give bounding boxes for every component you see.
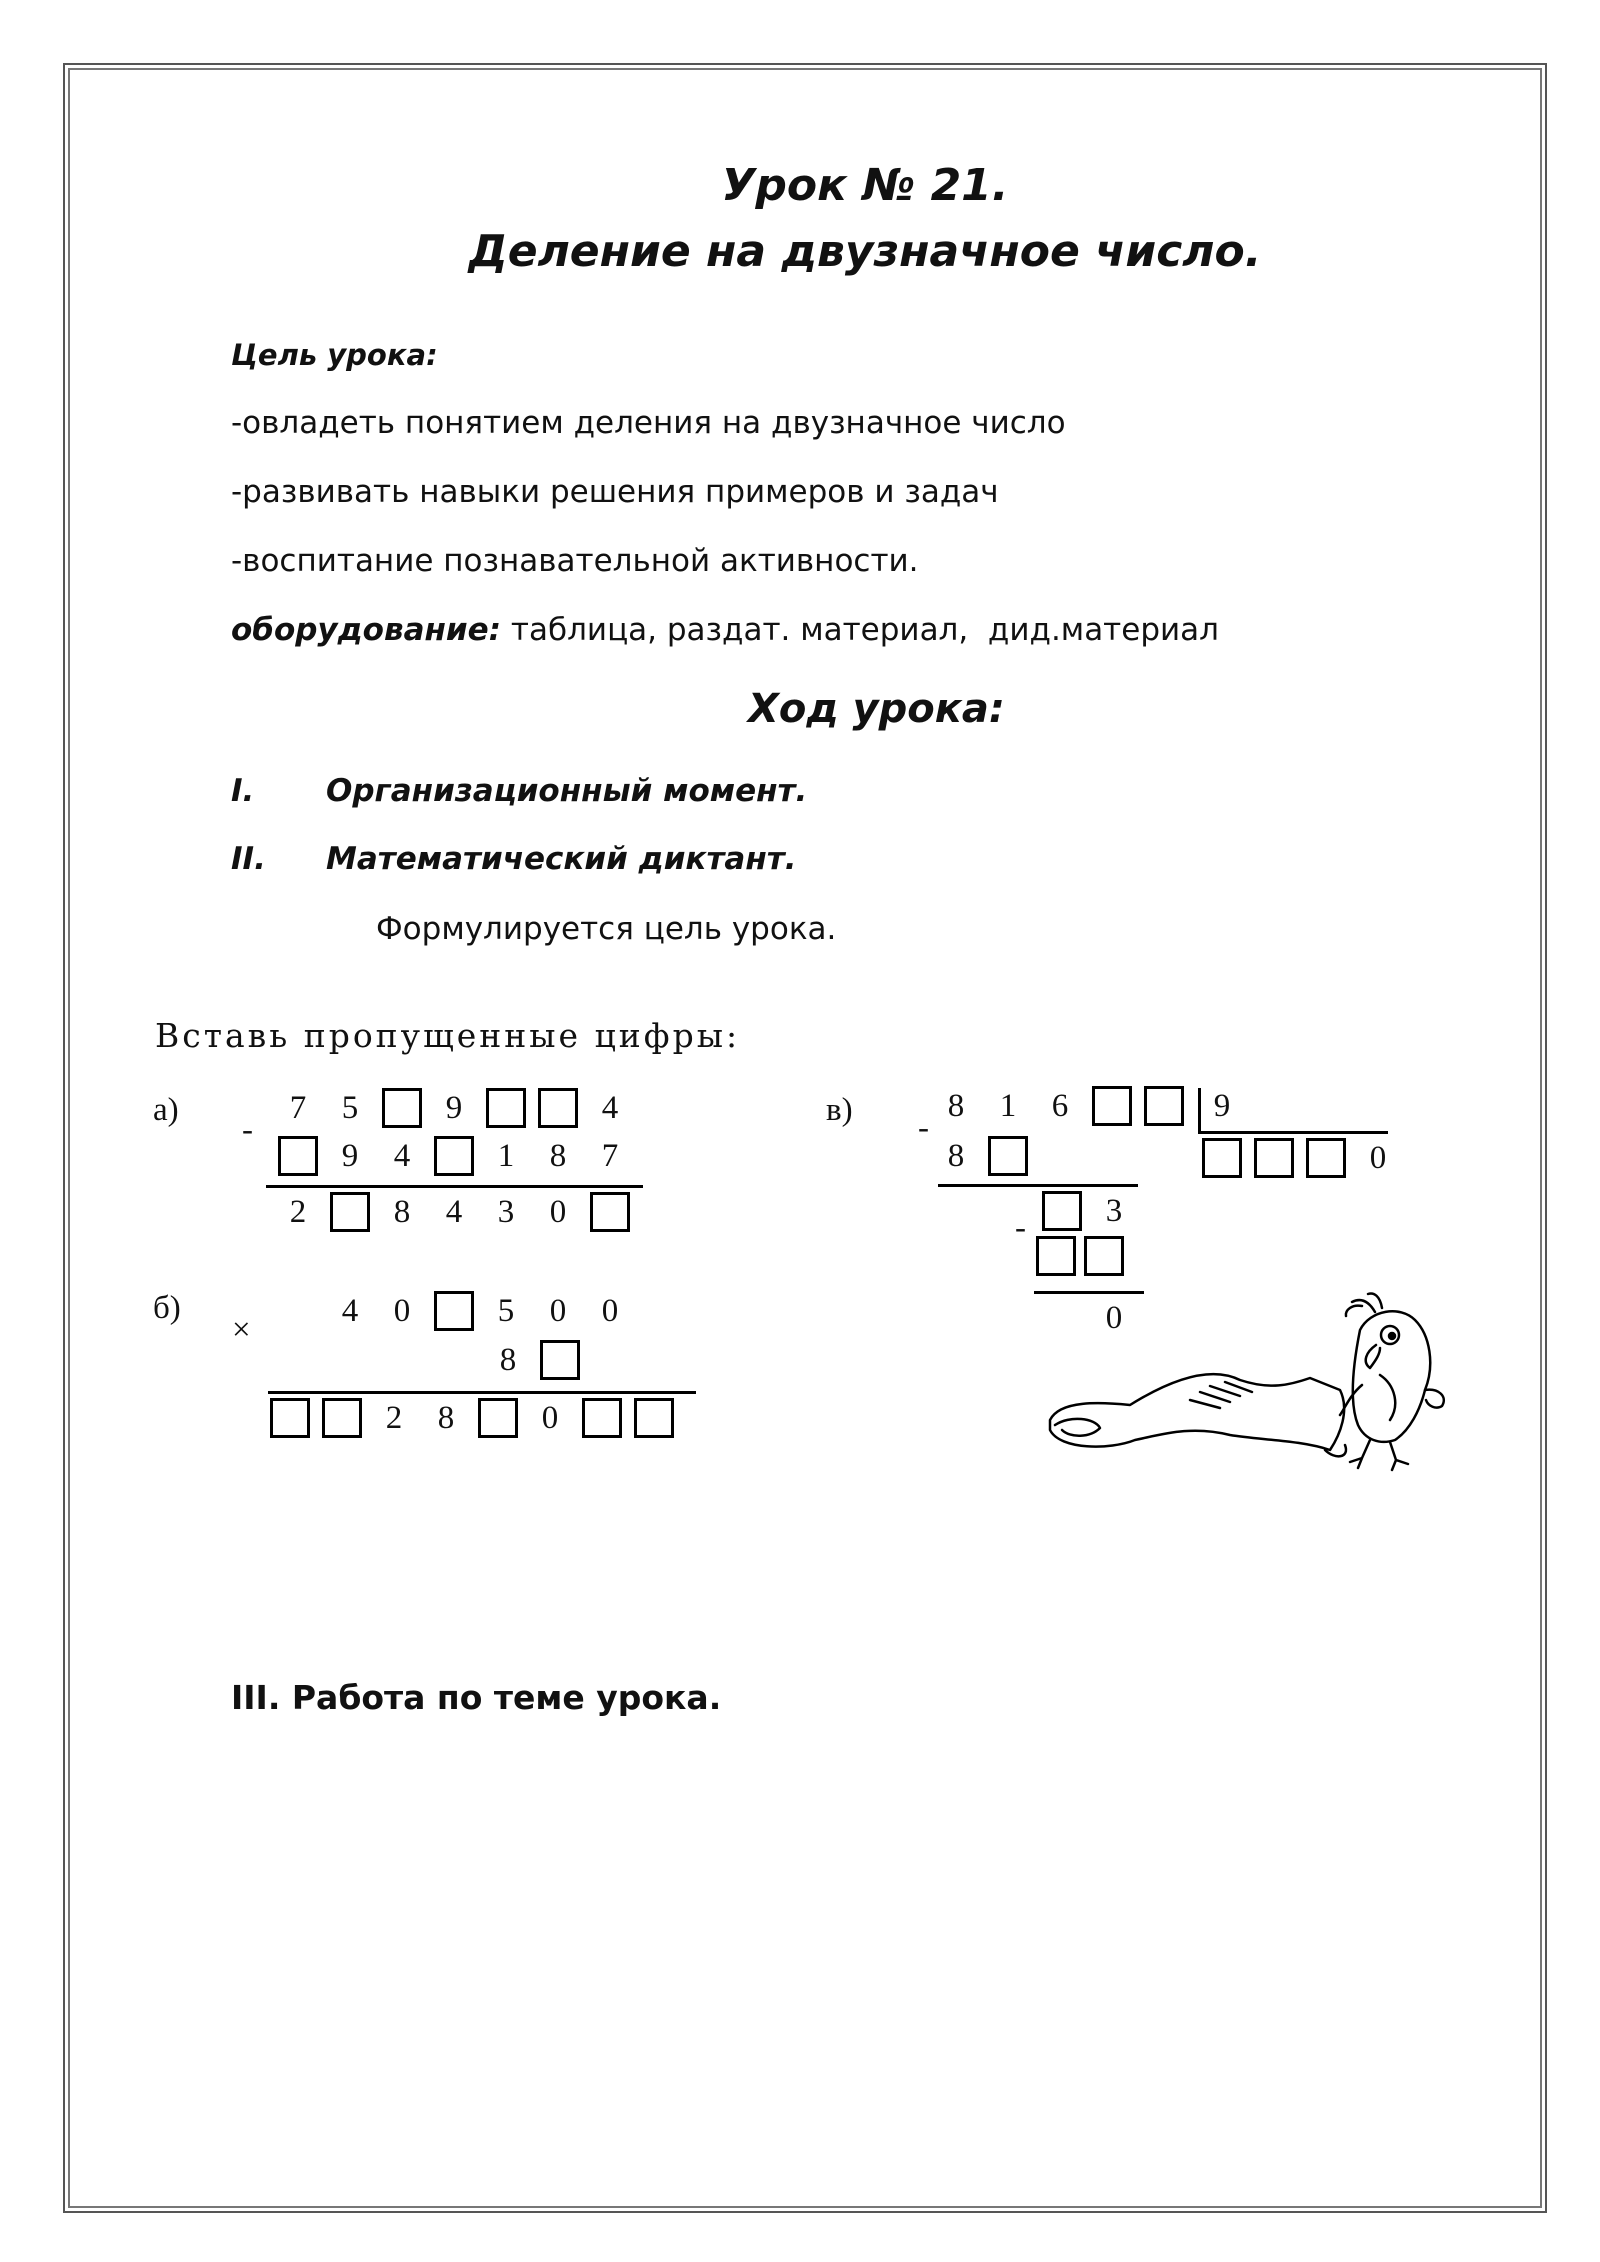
empty-digit-box[interactable] [1036, 1236, 1076, 1276]
empty-digit-box[interactable] [1254, 1138, 1294, 1178]
digit: 8 [393, 1194, 411, 1230]
digit: 0 [541, 1400, 559, 1436]
equipment-text: таблица, раздат. материал, дид.материал [501, 612, 1219, 648]
digit: 9 [445, 1090, 463, 1126]
lesson-number: Урок № 21. [721, 160, 1009, 211]
minus-sign-v2: - [1015, 1210, 1026, 1246]
empty-digit-box[interactable] [634, 1398, 674, 1438]
stage-number: I. [231, 773, 255, 809]
digit: 0 [549, 1293, 567, 1329]
label-v: в) [826, 1092, 853, 1128]
empty-digit-box[interactable] [1042, 1191, 1082, 1231]
goal-item: -овладеть понятием деления на двузначное число [231, 405, 1066, 441]
empty-digit-box[interactable] [434, 1291, 474, 1331]
empty-digit-box[interactable] [1202, 1138, 1242, 1178]
digit: 0 [1105, 1300, 1123, 1336]
digit: 2 [289, 1194, 307, 1230]
goal-item: -развивать навыки решения примеров и задач [231, 474, 999, 510]
empty-digit-box[interactable] [540, 1340, 580, 1380]
stage-label: Математический диктант. [326, 841, 797, 877]
goal-item: -воспитание познавательной активности. [231, 543, 919, 579]
empty-digit-box[interactable] [1306, 1138, 1346, 1178]
empty-digit-box[interactable] [1144, 1086, 1184, 1126]
exercise-instruction: Вставь пропущенные цифры: [155, 1016, 741, 1055]
line-a [266, 1185, 643, 1188]
empty-digit-box[interactable] [538, 1088, 578, 1128]
digit: 6 [1051, 1088, 1069, 1124]
quotient-digit: 0 [1369, 1140, 1387, 1176]
empty-digit-box[interactable] [278, 1136, 318, 1176]
digit: 8 [947, 1088, 965, 1124]
line-v1 [938, 1184, 1138, 1187]
stage-3-title: III. Работа по теме урока. [231, 1678, 722, 1717]
divisor-digit: 9 [1213, 1088, 1231, 1124]
digit: 1 [999, 1088, 1017, 1124]
digit: 7 [289, 1090, 307, 1126]
digit: 0 [601, 1293, 619, 1329]
digit: 4 [445, 1194, 463, 1230]
digit: 1 [497, 1138, 515, 1174]
label-b: б) [153, 1290, 181, 1326]
digit: 4 [341, 1293, 359, 1329]
digit: 2 [385, 1400, 403, 1436]
digit: 8 [947, 1138, 965, 1174]
empty-digit-box[interactable] [322, 1398, 362, 1438]
goal-formulated: Формулируется цель урока. [376, 911, 837, 947]
empty-digit-box[interactable] [382, 1088, 422, 1128]
empty-digit-box[interactable] [486, 1088, 526, 1128]
stage-number: II. [231, 841, 266, 877]
label-a: а) [153, 1092, 179, 1128]
digit: 3 [1105, 1193, 1123, 1229]
empty-digit-box[interactable] [582, 1398, 622, 1438]
minus-sign-v1: - [918, 1110, 929, 1146]
empty-digit-box[interactable] [1092, 1086, 1132, 1126]
minus-sign-a: - [242, 1112, 253, 1148]
equipment-line [231, 612, 1219, 648]
digit: 8 [549, 1138, 567, 1174]
progress-title: Ход урока: [748, 686, 1005, 732]
empty-digit-box[interactable] [988, 1136, 1028, 1176]
digit: 5 [497, 1293, 515, 1329]
digit: 5 [341, 1090, 359, 1126]
stage-label: Организационный момент. [326, 773, 808, 809]
digit: 7 [601, 1138, 619, 1174]
multiply-sign-b: × [232, 1312, 251, 1348]
empty-digit-box[interactable] [330, 1192, 370, 1232]
division-line [1198, 1131, 1388, 1134]
digit: 0 [393, 1293, 411, 1329]
empty-digit-box[interactable] [270, 1398, 310, 1438]
digit: 9 [341, 1138, 359, 1174]
empty-digit-box[interactable] [1084, 1236, 1124, 1276]
goal-label: Цель урока: [231, 338, 438, 372]
digit: 0 [549, 1194, 567, 1230]
digit: 8 [437, 1400, 455, 1436]
empty-digit-box[interactable] [478, 1398, 518, 1438]
line-b [268, 1391, 696, 1394]
equipment-label: оборудование: [231, 612, 502, 648]
digit: 4 [393, 1138, 411, 1174]
empty-digit-box[interactable] [590, 1192, 630, 1232]
lesson-topic: Деление на двузначное число. [468, 226, 1262, 277]
digit: 4 [601, 1090, 619, 1126]
division-bar [1198, 1088, 1201, 1134]
digit: 8 [499, 1342, 517, 1378]
empty-digit-box[interactable] [434, 1136, 474, 1176]
digit: 3 [497, 1194, 515, 1230]
